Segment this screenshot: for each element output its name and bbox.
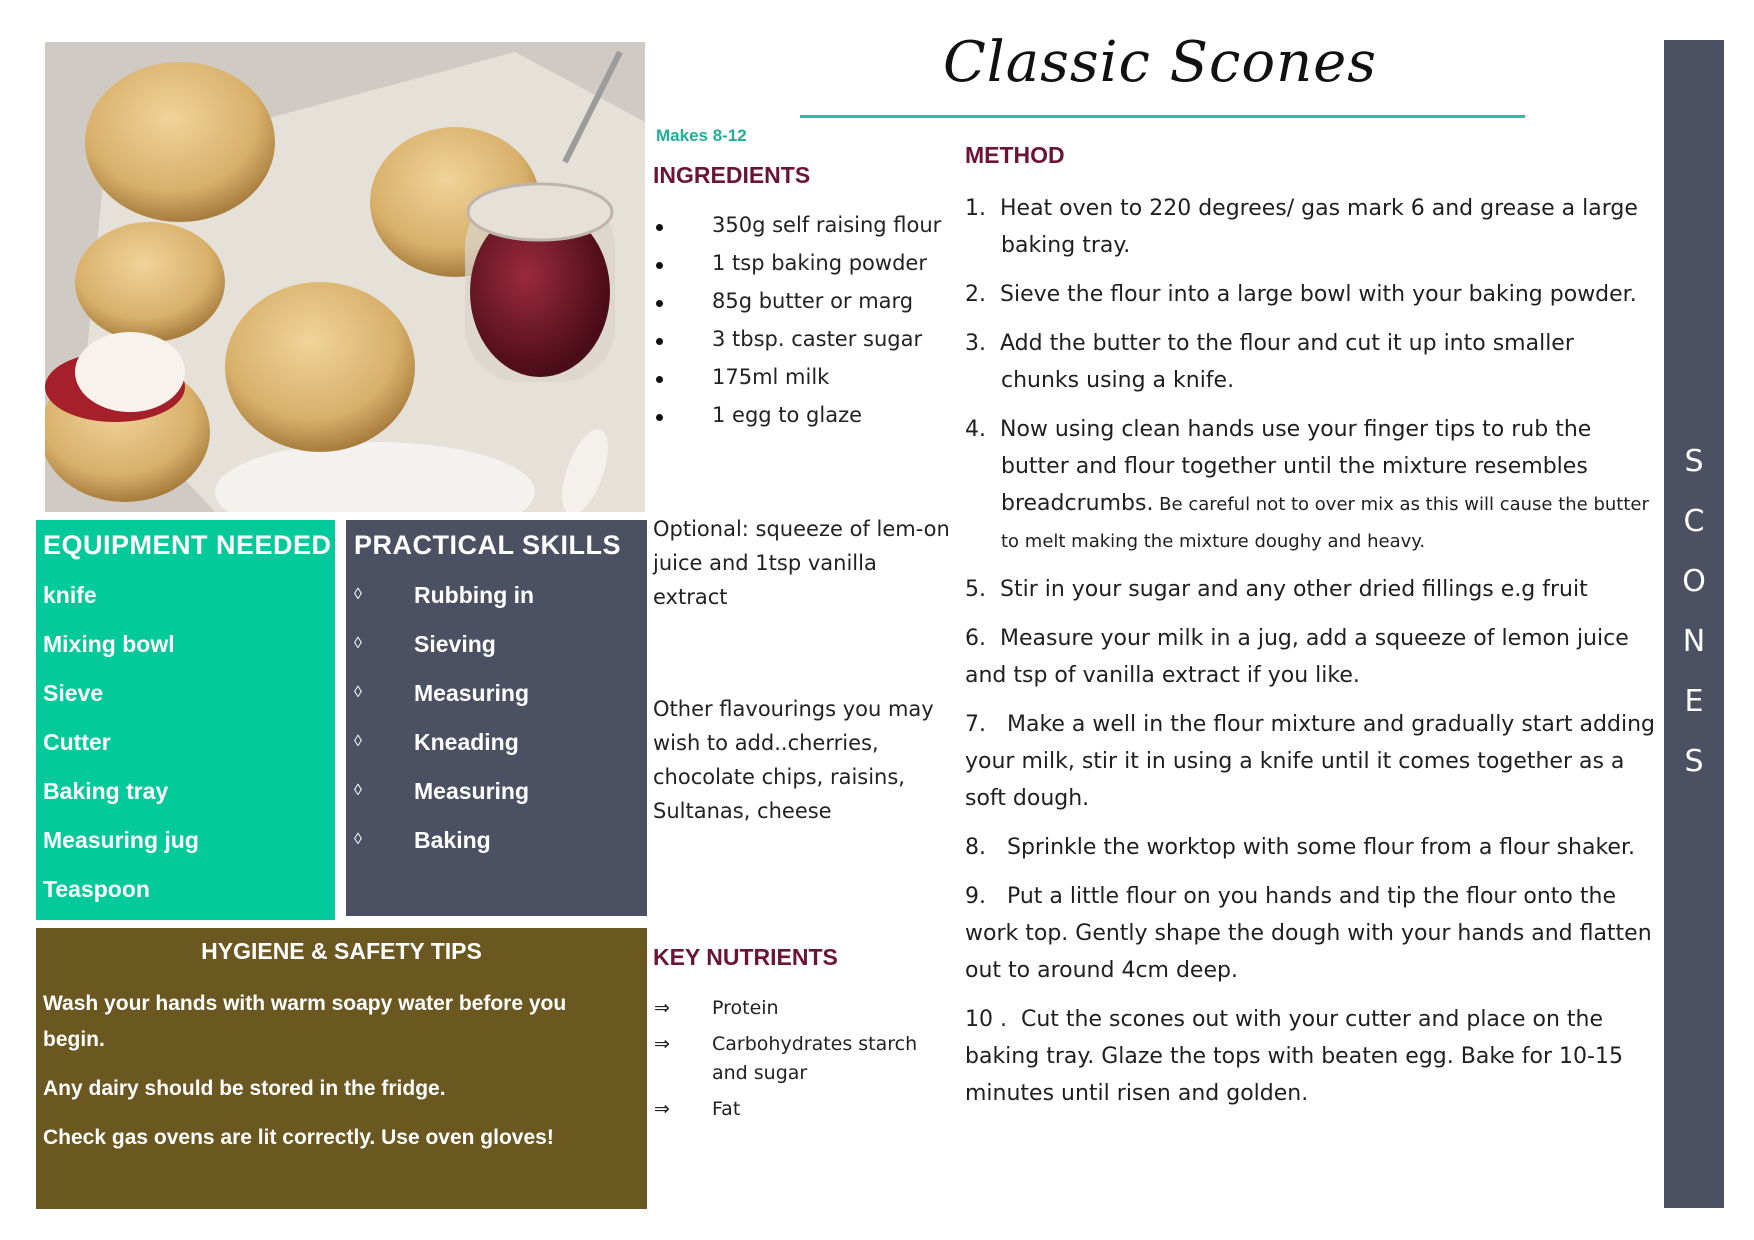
hygiene-panel <box>36 928 647 1209</box>
ingredient-item: 175ml milk <box>652 362 952 400</box>
key-nutrients-heading: KEY NUTRIENTS <box>653 944 838 970</box>
skill-item: ◊ Kneading <box>354 729 519 755</box>
diamond-icon: ◊ <box>354 635 362 652</box>
equipment-list <box>43 580 199 923</box>
method-step: 3. Add the butter to the flour and cut it up into smaller chunks using a knife. <box>965 331 1574 393</box>
method-steps <box>965 190 1655 1124</box>
skill-item: ◊ Sieving <box>354 631 496 657</box>
hygiene-heading: HYGIENE & SAFETY TIPS <box>201 938 482 964</box>
skills-list <box>354 580 534 874</box>
hygiene-tip: Check gas ovens are lit correctly. Use oven gloves! <box>43 1126 554 1149</box>
bullet-icon <box>656 338 663 345</box>
skill-item: ◊ Measuring <box>354 778 530 804</box>
key-nutrients-list <box>652 994 952 1131</box>
arrow-icon: ⇒ <box>654 997 670 1019</box>
bullet-icon <box>656 262 663 269</box>
method-step: 10 . Cut the scones out with your cutter and place on the baking tray. Glaze the tops with beaten egg. Bake for 10-15 minutes until risen and golden. <box>965 1007 1623 1106</box>
diamond-icon: ◊ <box>354 684 362 701</box>
equipment-item: Cutter <box>43 729 111 755</box>
hygiene-tip: Any dairy should be stored in the fridge. <box>43 1077 446 1100</box>
yield-text: Makes 8-12 <box>656 126 747 145</box>
equipment-item: Mixing bowl <box>43 631 175 657</box>
method-step-note: Be careful not to over mix as this will cause the butter to melt making the mixture doughy and heavy. <box>1001 494 1649 552</box>
ingredient-item: 3 tbsp. caster sugar <box>652 324 952 362</box>
bullet-icon <box>656 300 663 307</box>
skill-item: ◊ Measuring <box>354 680 530 706</box>
method-step: 7. Make a well in the flour mixture and gradually start adding your milk, stir it in using a knife until it comes together as a soft dough. <box>965 712 1655 811</box>
ingredient-item: 85g butter or marg <box>652 286 952 324</box>
method-step: 9. Put a little flour on you hands and tip the flour onto the work top. Gently shape the dough with your hands and flatten out to around 4cm deep. <box>965 884 1652 983</box>
diamond-icon: ◊ <box>354 782 362 799</box>
scones-photo <box>45 42 645 512</box>
skill-item: ◊ Rubbing in <box>354 582 535 608</box>
equipment-item: Measuring jug <box>43 827 199 853</box>
method-step: 1. Heat oven to 220 degrees/ gas mark 6 and grease a large baking tray. <box>965 196 1638 258</box>
bullet-icon <box>656 376 663 383</box>
title-underline <box>800 115 1525 118</box>
method-step: 5. Stir in your sugar and any other dried fillings e.g fruit <box>965 577 1588 602</box>
bullet-icon <box>656 414 663 421</box>
equipment-item: Sieve <box>43 680 104 706</box>
arrow-icon: ⇒ <box>654 1033 670 1055</box>
diamond-icon: ◊ <box>354 831 362 848</box>
arrow-icon: ⇒ <box>654 1098 670 1120</box>
nutrient-item: ⇒ Carbohydrates starch and sugar <box>652 1030 952 1088</box>
skills-heading: PRACTICAL SKILLS <box>354 530 622 560</box>
optional-note: Optional: squeeze of lem-on juice and 1tsp vanilla extract <box>653 517 950 609</box>
bullet-icon <box>656 224 663 231</box>
equipment-item: Teaspoon <box>43 876 150 902</box>
ingredients-list <box>652 210 952 438</box>
method-step: 2. Sieve the flour into a large bowl with your baking powder. <box>965 282 1637 307</box>
other-flavourings-note: Other flavourings you may wish to add..cherries, chocolate chips, raisins, Sultanas, cheese <box>653 697 934 823</box>
side-banner-label: S C O N E S <box>1682 444 1706 779</box>
ingredient-item: 1 tsp baking powder <box>652 248 952 286</box>
method-step: 6. Measure your milk in a jug, add a squeeze of lemon juice and tsp of vanilla extract if you like. <box>965 626 1629 688</box>
skills-panel <box>346 520 647 916</box>
hygiene-tip: Wash your hands with warm soapy water before you begin. <box>43 992 567 1051</box>
nutrient-item: ⇒ Fat <box>652 1095 952 1124</box>
method-step: 8. Sprinkle the worktop with some flour from a flour shaker. <box>965 835 1635 860</box>
ingredient-item: 350g self raising flour <box>652 210 952 248</box>
equipment-item: knife <box>43 582 97 608</box>
equipment-panel <box>36 520 335 920</box>
skill-item: ◊ Baking <box>354 827 491 853</box>
equipment-heading: EQUIPMENT NEEDED <box>43 530 332 560</box>
ingredients-heading: INGREDIENTS <box>653 162 811 188</box>
method-heading: METHOD <box>965 142 1065 168</box>
nutrient-item: ⇒ Protein <box>652 994 952 1023</box>
ingredient-item: 1 egg to glaze <box>652 400 952 438</box>
page-title: Classic Scones <box>942 30 1378 95</box>
diamond-icon: ◊ <box>354 586 362 603</box>
equipment-item: Baking tray <box>43 778 169 804</box>
diamond-icon: ◊ <box>354 733 362 750</box>
method-step: 4. Now using clean hands use your finger tips to rub the butter and flour together until the mixture resembles breadcrumbs. Be careful not to over mix as this will cause the butter to melt making the mixture doughy and heavy. <box>965 417 1649 552</box>
hygiene-tips <box>43 986 633 1169</box>
